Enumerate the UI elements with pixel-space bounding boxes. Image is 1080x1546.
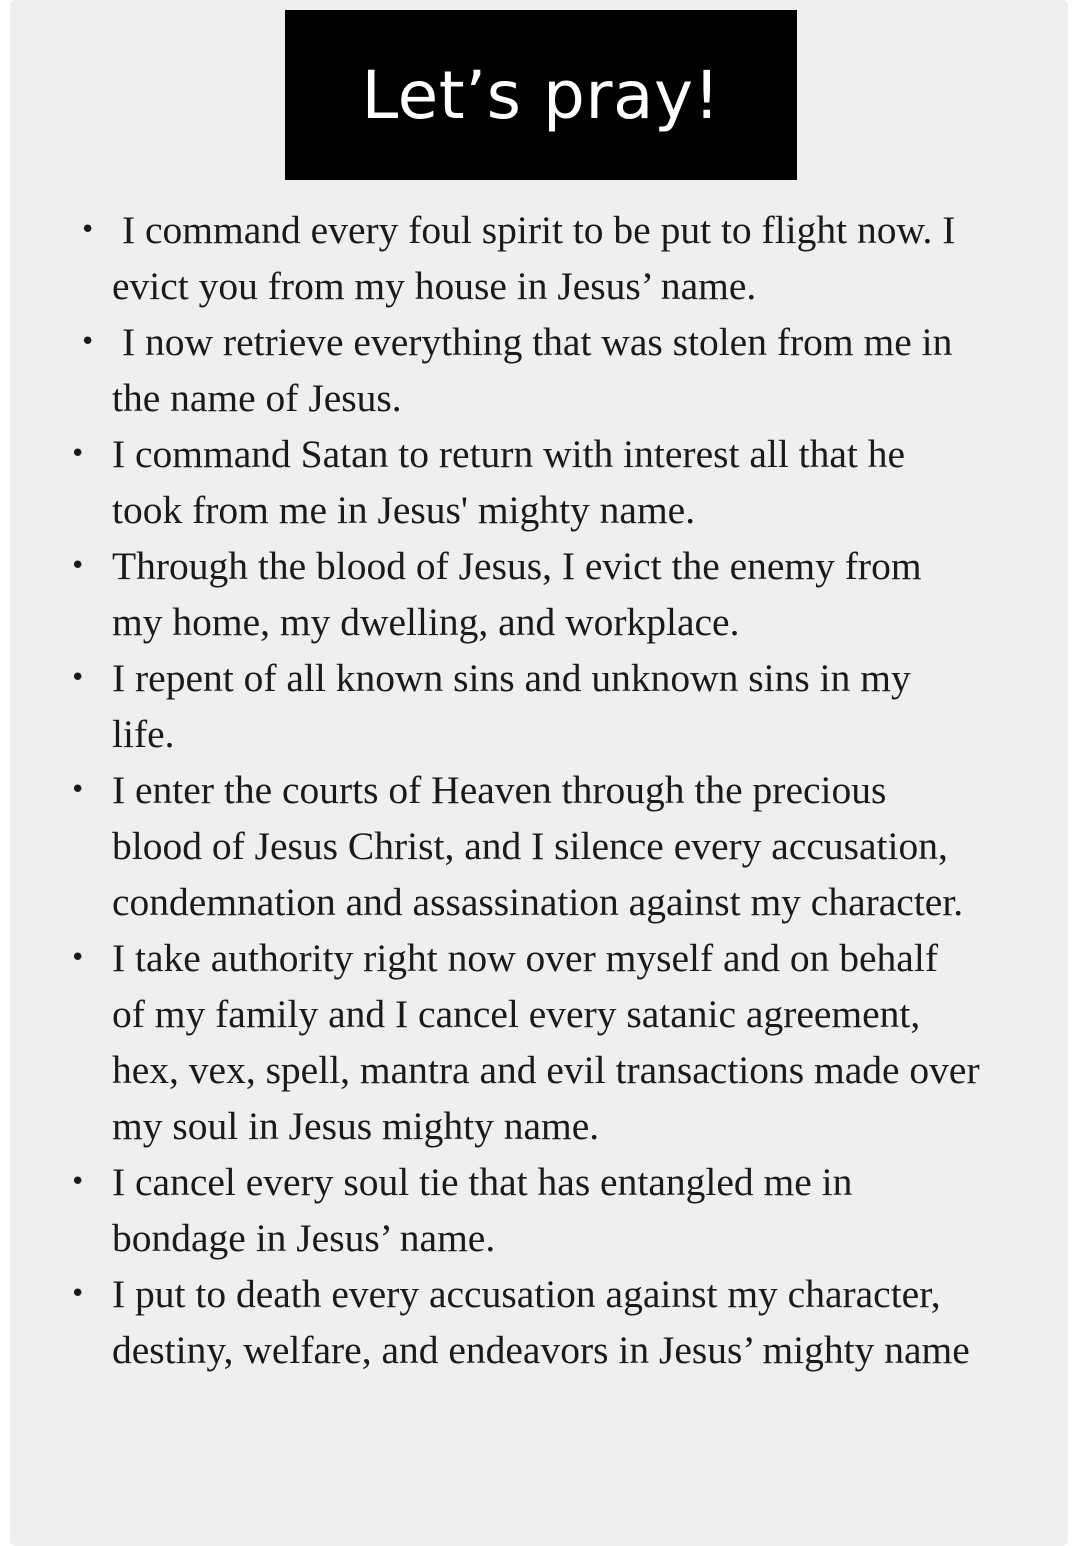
prayer-text: I now retrieve everything that was stolen from me in the name of Jesus. bbox=[112, 320, 953, 420]
list-item bbox=[0, 1154, 1080, 1266]
bullet-icon: • bbox=[70, 439, 86, 469]
prayer-text: I put to death every accusation against my character, destiny, welfare, and endeavors in Jesus’ mighty name bbox=[112, 1272, 970, 1372]
prayer-list bbox=[0, 202, 1080, 1378]
prayer-text: I repent of all known sins and unknown sins in my life. bbox=[112, 656, 911, 756]
bullet-icon: • bbox=[70, 943, 86, 973]
list-item bbox=[0, 650, 1080, 762]
list-item bbox=[0, 426, 1080, 538]
bullet-icon: • bbox=[70, 1279, 86, 1309]
prayer-text: I command every foul spirit to be put to flight now. I evict you from my house in Jesus’ name. bbox=[112, 208, 956, 308]
bullet-icon: • bbox=[80, 215, 96, 245]
prayer-text: I enter the courts of Heaven through the precious blood of Jesus Christ, and I silence every accusation, condemnation and assassination against my character. bbox=[112, 768, 964, 924]
page-title: Let’s pray! bbox=[361, 56, 721, 134]
list-item bbox=[0, 202, 1080, 314]
list-item bbox=[0, 930, 1080, 1154]
prayer-text: I command Satan to return with interest all that he took from me in Jesus' mighty name. bbox=[112, 432, 906, 532]
prayer-text: Through the blood of Jesus, I evict the enemy from my home, my dwelling, and workplace. bbox=[112, 544, 922, 644]
bullet-icon: • bbox=[80, 327, 96, 357]
list-item bbox=[0, 1266, 1080, 1378]
list-item bbox=[0, 314, 1080, 426]
prayer-text: I take authority right now over myself and on behalf of my family and I cancel every satanic agreement, hex, vex, spell, mantra and evil transactions made over my soul in Jesus mighty name. bbox=[112, 936, 980, 1148]
list-item bbox=[0, 538, 1080, 650]
bullet-icon: • bbox=[70, 663, 86, 693]
bullet-icon: • bbox=[70, 1167, 86, 1197]
bullet-icon: • bbox=[70, 551, 86, 581]
list-item bbox=[0, 762, 1080, 930]
bullet-icon: • bbox=[70, 775, 86, 805]
title-banner bbox=[285, 10, 797, 180]
prayer-text: I cancel every soul tie that has entangled me in bondage in Jesus’ name. bbox=[112, 1160, 853, 1260]
